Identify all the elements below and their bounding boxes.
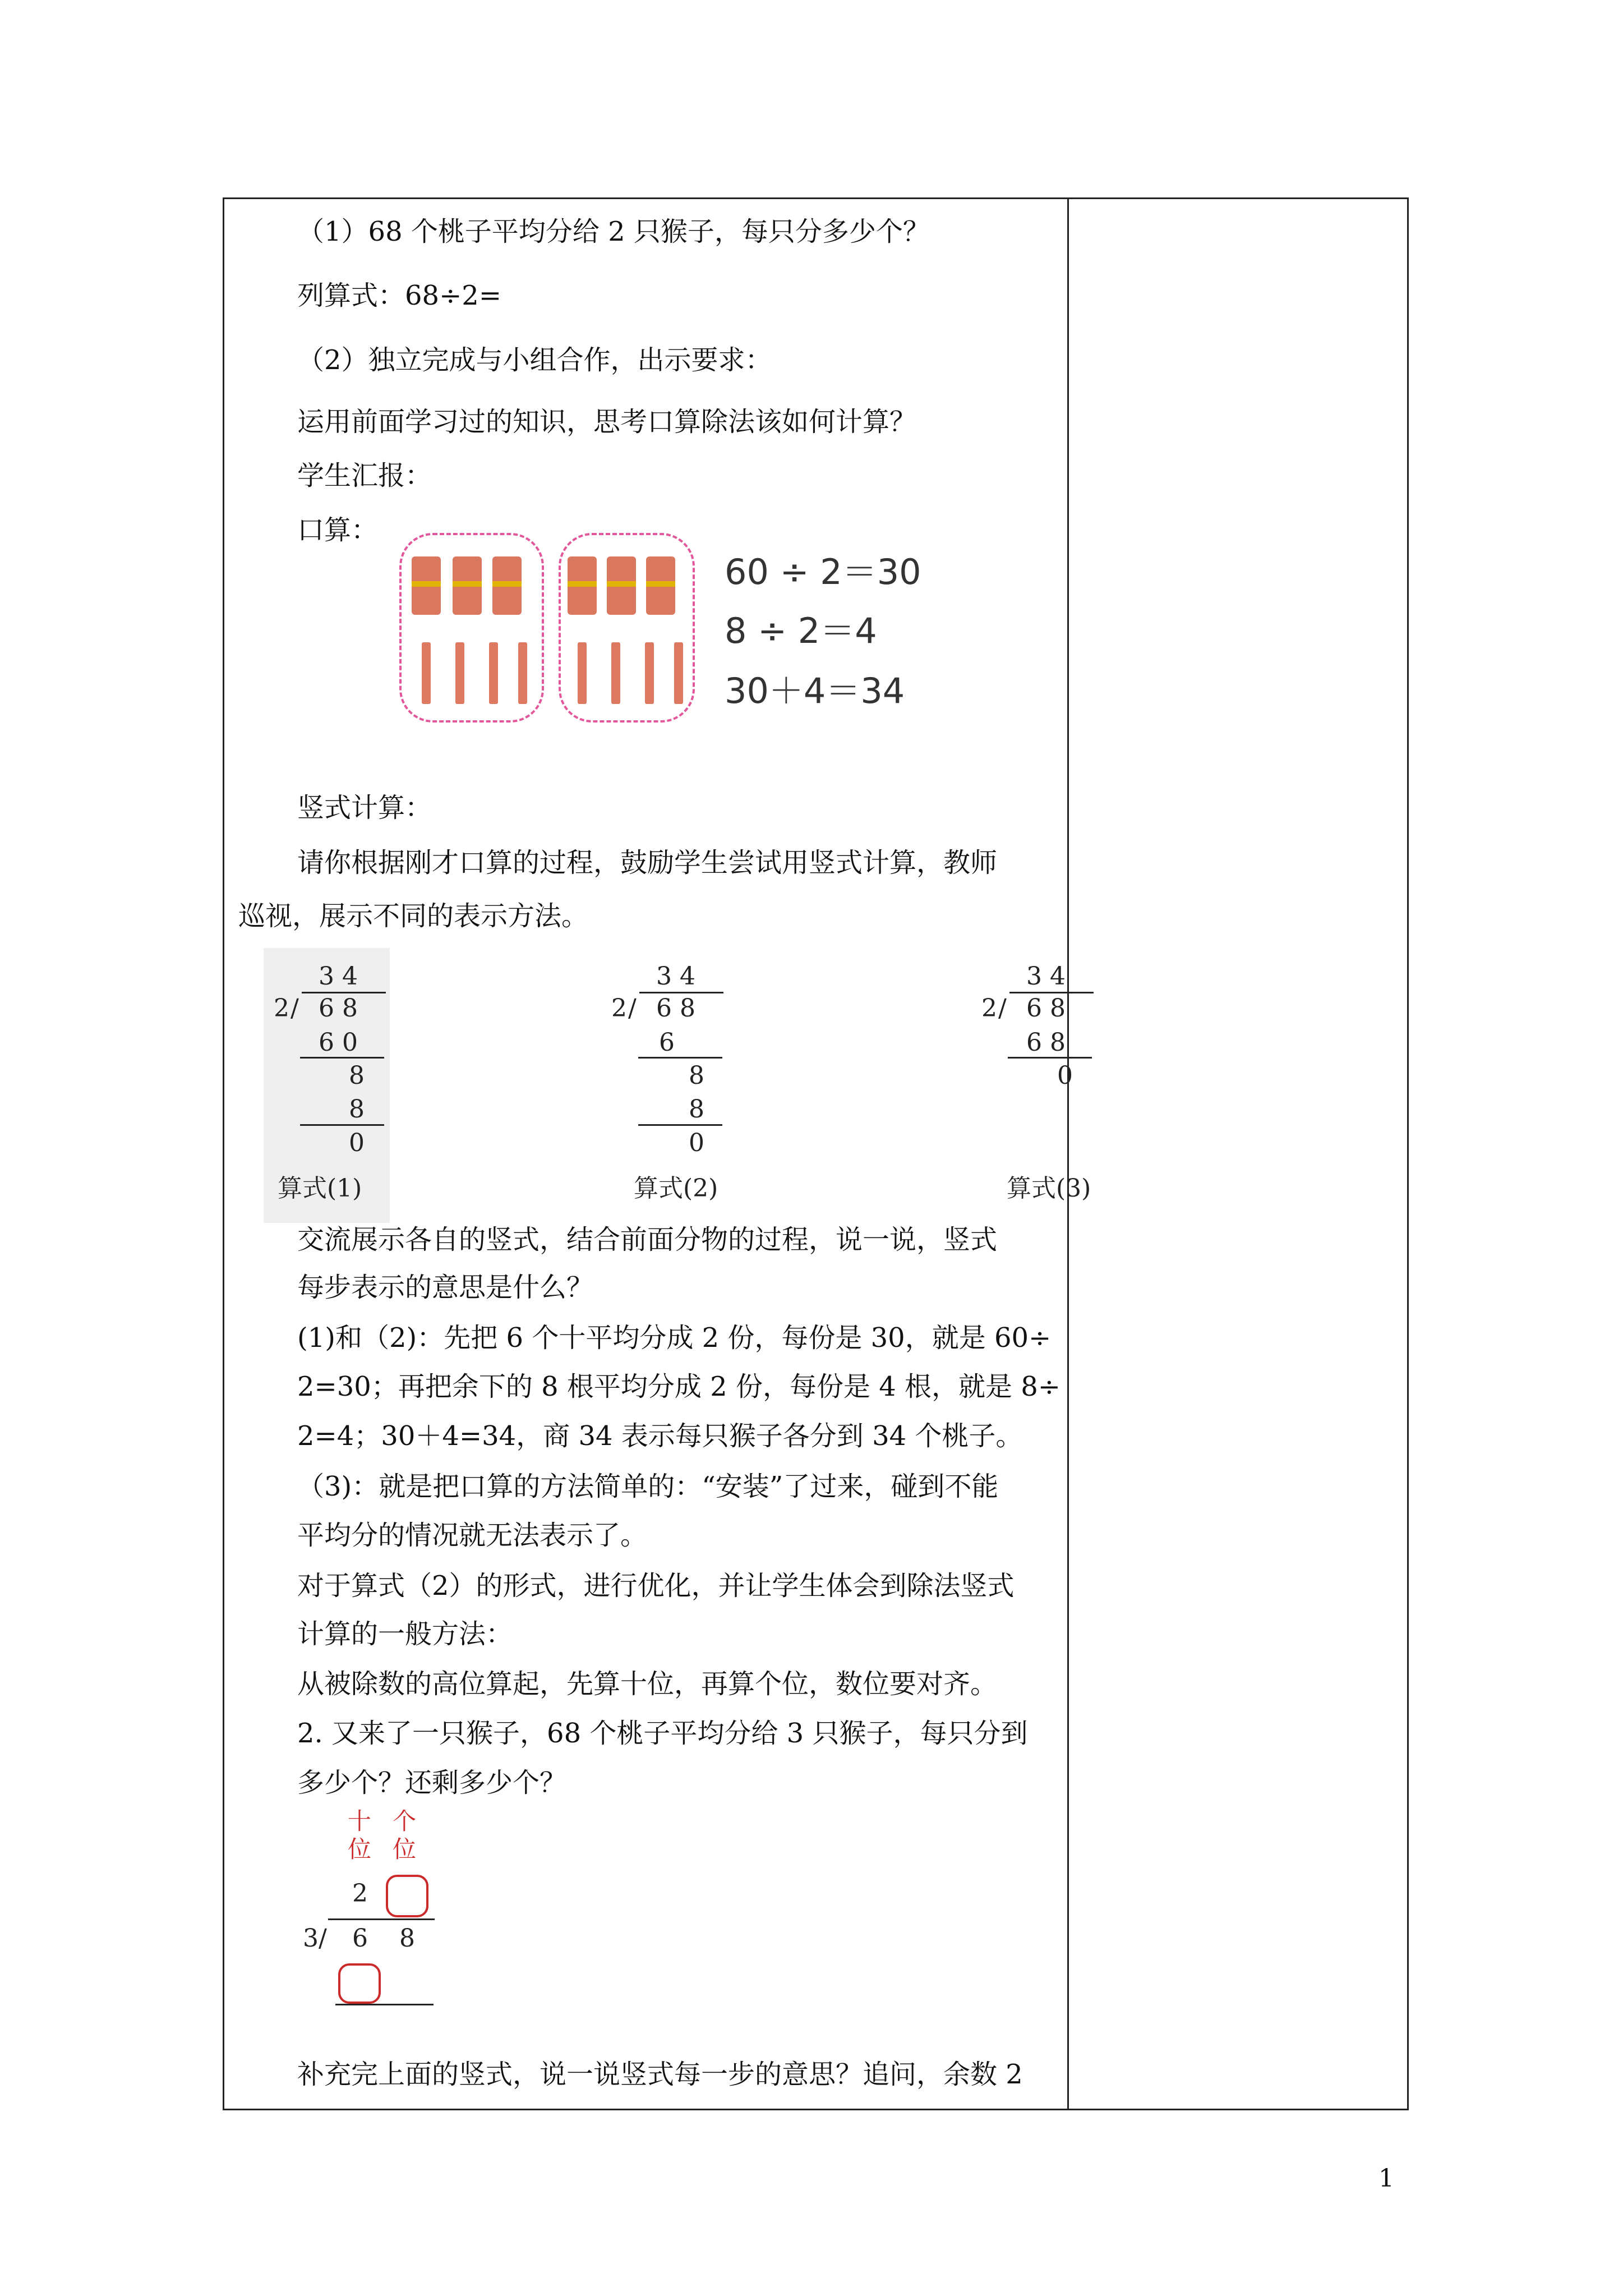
divisor: 2 (611, 994, 627, 1023)
step-product: 6 (659, 1028, 675, 1057)
text-line: 2. 又来了一只猴子，68 个桃子平均分给 3 只猴子，每只分到 (297, 1718, 1028, 1749)
dividend-tens: 6 (352, 1924, 368, 1953)
bundle-icon (492, 556, 522, 615)
stick-icon (489, 642, 498, 704)
text-line: 巡视，展示不同的表示方法。 (238, 900, 589, 932)
stick-icon (422, 642, 431, 704)
step-product: 6 8 (1026, 1028, 1066, 1057)
text-line: 列算式：68÷2= (297, 280, 502, 311)
divisor: 2 (981, 994, 997, 1023)
text-line: （2）独立完成与小组合作，出示要求： (297, 344, 772, 376)
step-remainder: 8 (349, 1061, 365, 1090)
divisor: 3 (303, 1924, 319, 1953)
oral-calc-illustration (399, 533, 938, 729)
bundle-icon (646, 556, 675, 615)
quotient: 3 4 (656, 962, 695, 991)
dividend: 6 8 (656, 994, 695, 1023)
division-caption: 算式(3) (1007, 1174, 1091, 1203)
quotient-ones-blank[interactable] (386, 1875, 428, 1917)
step-product: 8 (689, 1095, 704, 1124)
stick-icon (611, 642, 620, 704)
stick-icon (645, 642, 654, 704)
text-line: 请你根据刚才口算的过程，鼓励学生尝试用竖式计算，教师 (297, 847, 998, 878)
stick-icon (455, 642, 464, 704)
text-line: 交流展示各自的竖式，结合前面分物的过程，说一说，竖式 (297, 1224, 998, 1255)
text-line: 对于算式（2）的形式，进行优化，并让学生体会到除法竖式 (297, 1570, 1015, 1602)
text-line: 平均分的情况就无法表示了。 (297, 1520, 648, 1551)
text-line: (1)和（2)：先把 6 个十平均分成 2 份，每份是 30，就是 60÷ (297, 1322, 1052, 1354)
table-column-divider (1067, 197, 1069, 2110)
ones-place-label: 个 位 (393, 1807, 417, 1863)
quotient: 3 4 (1026, 962, 1066, 991)
text-line: 2=4；30＋4=34，商 34 表示每只猴子各分到 34 个桃子。 (297, 1420, 1023, 1452)
stick-icon (578, 642, 587, 704)
oral-equation: 8 ÷ 2＝4 (725, 610, 877, 651)
division-caption: 算式(1) (278, 1174, 362, 1203)
oral-equation: 60 ÷ 2＝30 (725, 551, 921, 592)
text-line: 运用前面学习过的知识，思考口算除法该如何计算？ (297, 406, 917, 438)
oral-equation: 30＋4＝34 (725, 670, 905, 711)
final-remainder: 0 (349, 1129, 365, 1157)
text-line: 口算： (297, 514, 379, 546)
text-line: （3)：就是把口算的方法简单的：“安装”了过来，碰到不能 (297, 1471, 999, 1502)
bundle-icon (568, 556, 597, 615)
product-blank[interactable] (338, 1963, 381, 2004)
step-remainder: 8 (689, 1061, 704, 1090)
step-product: 6 0 (319, 1028, 358, 1057)
final-remainder: 0 (689, 1129, 704, 1157)
step-product: 8 (349, 1095, 365, 1124)
division-caption: 算式(2) (634, 1174, 718, 1203)
text-line: 每步表示的意思是什么？ (297, 1272, 594, 1303)
final-remainder: 0 (1057, 1061, 1073, 1090)
divisor: 2 (274, 994, 289, 1023)
tens-place-label: 十 位 (348, 1807, 372, 1863)
text-line: 计算的一般方法： (297, 1618, 513, 1650)
quotient: 3 4 (319, 962, 358, 991)
text-line: 多少个？还剩多少个？ (297, 1767, 567, 1798)
text-line: 补充完上面的竖式，说一说竖式每一步的意思？追问，余数 2 (297, 2059, 1023, 2090)
quotient-tens: 2 (352, 1879, 368, 1908)
dividend: 6 8 (319, 994, 358, 1023)
bundle-icon (412, 556, 441, 615)
stick-icon (674, 642, 683, 704)
text-line: 学生汇报： (297, 460, 432, 491)
text-line: 2=30；再把余下的 8 根平均分成 2 份，每份是 4 根，就是 8÷ (297, 1371, 1061, 1402)
bundle-icon (453, 556, 482, 615)
page-number: 1 (1378, 2164, 1394, 2193)
text-line: 竖式计算： (297, 792, 432, 823)
bundle-icon (607, 556, 636, 615)
text-line: 从被除数的高位算起，先算十位，再算个位，数位要对齐。 (297, 1668, 998, 1700)
dividend-ones: 8 (399, 1924, 415, 1953)
stick-icon (518, 642, 527, 704)
dividend: 6 8 (1026, 994, 1066, 1023)
text-line: （1）68 个桃子平均分给 2 只猴子，每只分多少个？ (297, 216, 930, 247)
